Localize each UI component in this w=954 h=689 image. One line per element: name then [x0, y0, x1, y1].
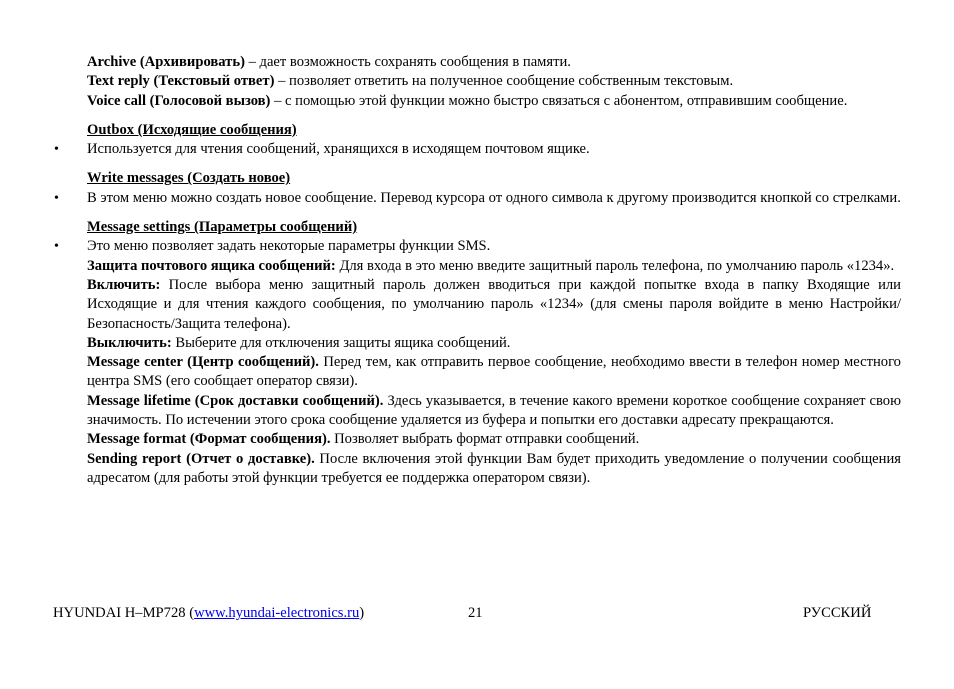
desc-voice-call: – с помощью этой функции можно быстро связаться с абонентом, отправившим сообщение.	[270, 92, 848, 109]
bullet-icon: •	[54, 142, 59, 158]
intro-voice-call	[87, 92, 901, 111]
footer-brand-close: )	[359, 605, 365, 621]
write-bullet	[54, 189, 901, 208]
settings-item-disable	[87, 334, 901, 353]
bullet-icon: •	[54, 190, 59, 206]
desc-archive: – дает возможность сохранять сообщения в памяти.	[244, 54, 571, 70]
bullet-icon: •	[54, 239, 59, 255]
outbox-bullet	[54, 140, 901, 159]
settings-item-center	[87, 353, 901, 392]
document-body	[54, 53, 901, 488]
settings-item-report	[87, 450, 901, 489]
website-link[interactable]: www.hyundai-electronics.ru	[194, 605, 360, 621]
term-text-reply: Text reply (Текстовый ответ)	[87, 73, 275, 90]
intro-archive	[87, 53, 901, 72]
settings-item-lifetime	[87, 392, 901, 431]
desc: После включения этой функции Вам будет приходить уведомление о получении сообщения адресатом (для работы этой функции требуется ее поддержка оператором связи).	[87, 450, 901, 486]
settings-text: Это меню позволяет задать некоторые параметры функции SMS.	[87, 238, 491, 255]
section-title-settings: Message settings (Параметры сообщений)	[87, 219, 358, 236]
term: Выключить:	[87, 334, 172, 351]
section-title-outbox: Outbox (Исходящие сообщения)	[87, 121, 297, 138]
desc: После выбора меню защитный пароль должен вводиться при каждой попытке входа в папку Входящие или Исходящие и для чтения каждого сообщения, по умолчанию пароль «1234» (для смены пароля войдите в меню Настройки/Безопасность/Защита телефона).	[87, 276, 901, 332]
settings-item-format	[87, 430, 901, 449]
desc: Перед тем, как отправить первое сообщение, необходимо ввести в телефон номер местного центра SMS (его сообщает оператор связи).	[87, 354, 901, 390]
settings-item-protection	[87, 257, 901, 276]
term: Message lifetime (Срок доставки сообщений).	[87, 392, 384, 409]
outbox-text: Используется для чтения сообщений, хранящихся в исходящем почтовом ящике.	[87, 141, 590, 158]
footer-language: РУССКИЙ	[803, 605, 872, 621]
term-voice-call: Voice call (Голосовой вызов)	[87, 92, 271, 109]
section-title-write: Write messages (Создать новое)	[87, 170, 291, 187]
desc: Для входа в это меню введите защитный пароль телефона, по умолчанию пароль «1234».	[335, 257, 895, 274]
term: Защита почтового ящика сообщений:	[87, 257, 336, 274]
footer-brand	[53, 605, 364, 622]
desc: Позволяет выбрать формат отправки сообщений.	[330, 431, 640, 448]
page-number: 21	[468, 605, 483, 621]
desc: Здесь указывается, в течение какого времени короткое сообщение сохраняет свою значимость. По истечении этого срока сообщение удаляется из буфера и попытки его доставки адресату прекращаются.	[87, 392, 901, 429]
settings-bullet	[54, 237, 901, 256]
term: Включить:	[87, 276, 161, 293]
footer-brand-text: HYUNDAI H–MP728 (	[53, 605, 195, 621]
settings-item-enable	[87, 276, 901, 334]
write-text: В этом меню можно создать новое сообщение. Перевод курсора от одного символа к другому производится кнопкой со стрелками.	[87, 189, 901, 206]
term: Message format (Формат сообщения).	[87, 431, 331, 448]
term: Sending report (Отчет о доставке).	[87, 450, 315, 467]
desc-text-reply: – позволяет ответить на полученное сообщение собственным текстовым.	[274, 73, 734, 90]
term-archive: Archive (Архивировать)	[87, 54, 245, 70]
intro-text-reply	[87, 72, 901, 91]
desc: Выберите для отключения защиты ящика сообщений.	[171, 334, 511, 351]
term: Message center (Центр сообщений).	[87, 354, 319, 371]
